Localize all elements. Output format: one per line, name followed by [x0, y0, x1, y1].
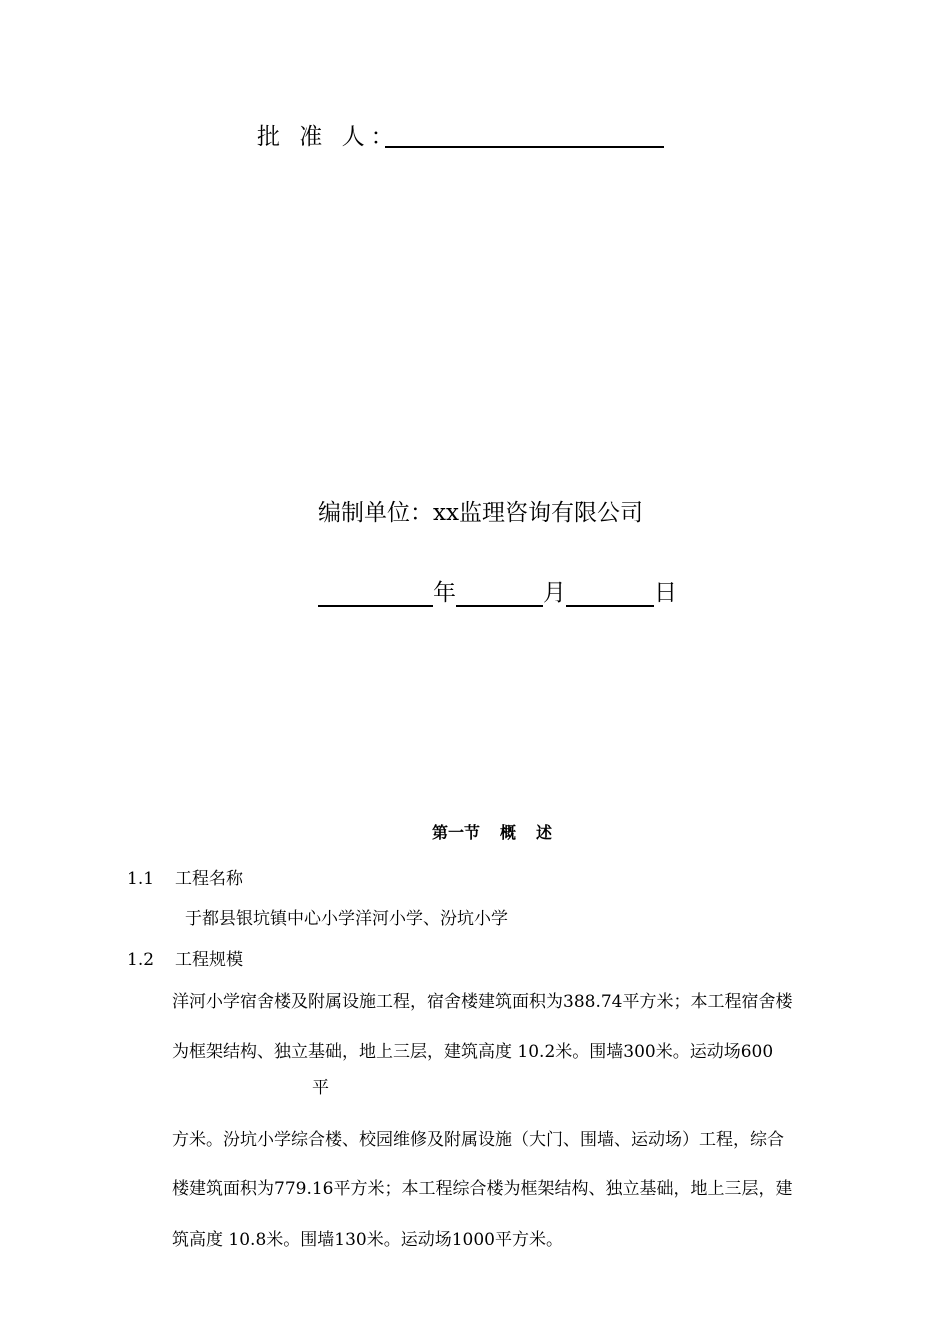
day-label: 日 [654, 580, 677, 606]
paragraph-line: 为框架结构、独立基础，地上三层，建筑高度 10.2米。围墙300米。运动场600 [172, 1042, 774, 1062]
date-row [318, 574, 677, 607]
approver-label: 批 准 人： [257, 124, 400, 150]
project-name: 于都县银坑镇中心小学洋河小学、汾坑小学 [185, 909, 508, 929]
section-title-word-2: 述 [536, 823, 553, 842]
year-label: 年 [433, 580, 456, 606]
paragraph-line: 楼建筑面积为779.16平方米；本工程综合楼为框架结构、独立基础，地上三层，建 [172, 1179, 793, 1199]
paragraph-line: 平 [312, 1078, 329, 1098]
subsection-title: 工程规模 [175, 950, 243, 970]
month-blank [456, 581, 543, 607]
subsection-number: 1.1 [127, 869, 155, 889]
approver-signature-line [385, 146, 664, 148]
day-blank [566, 581, 654, 607]
paragraph-line: 筑高度 10.8米。围墙130米。运动场1000平方米。 [172, 1230, 563, 1250]
paragraph-line: 洋河小学宿舍楼及附属设施工程，宿舍楼建筑面积为388.74平方米；本工程宿舍楼 [172, 992, 793, 1012]
section-title [432, 820, 552, 843]
compiler-unit: 编制单位：xx监理咨询有限公司 [318, 500, 643, 526]
section-title-word-1: 概 [500, 823, 517, 842]
subsection-title: 工程名称 [175, 869, 243, 889]
month-label: 月 [543, 580, 566, 606]
section-title-number: 第一节 [432, 823, 481, 842]
paragraph-line: 方米。汾坑小学综合楼、校园维修及附属设施（大门、围墙、运动场）工程，综合 [172, 1130, 784, 1150]
subsection-heading [127, 864, 243, 889]
year-blank [318, 581, 433, 607]
subsection-number: 1.2 [127, 950, 155, 970]
subsection-heading [127, 945, 243, 970]
